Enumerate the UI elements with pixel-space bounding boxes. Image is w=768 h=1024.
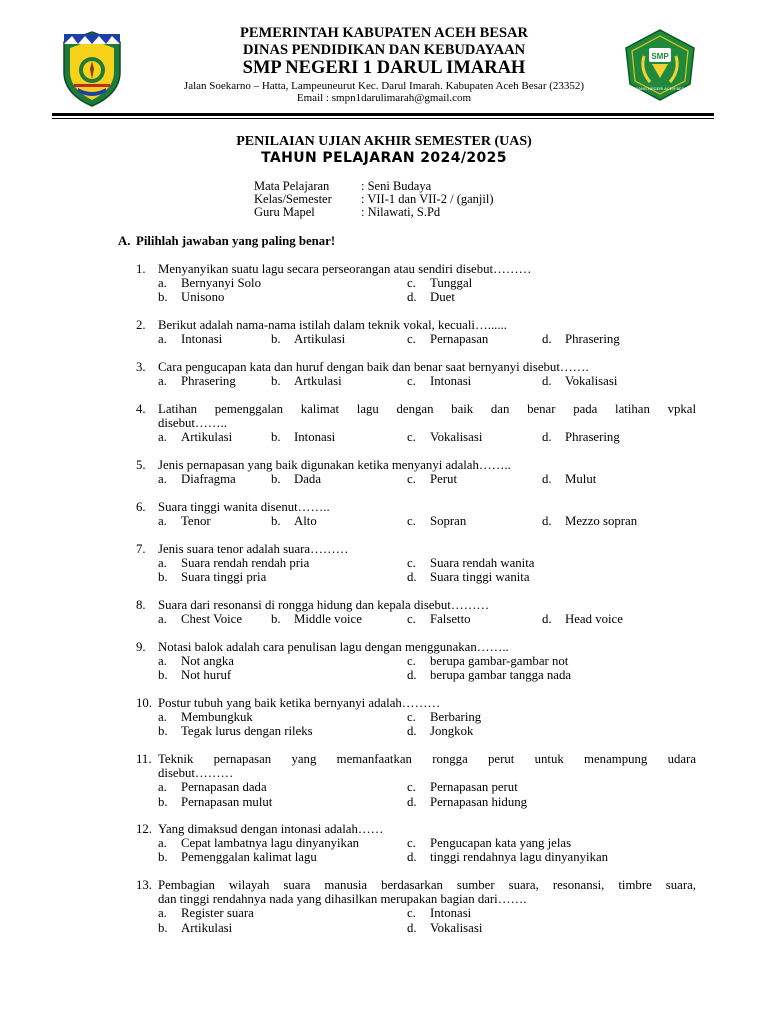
option-letter: a. bbox=[158, 906, 167, 921]
answer-option bbox=[542, 430, 620, 444]
info-value: : VII-1 dan VII-2 / (ganjil) bbox=[361, 192, 494, 206]
question-text: Berikut adalah nama-nama istilah dalam teknik vokal, kecuali…...... bbox=[158, 318, 507, 332]
option-letter: a. bbox=[158, 374, 167, 389]
option-text: Vokalisasi bbox=[430, 920, 483, 935]
option-text: Mulut bbox=[565, 472, 597, 487]
option-letter: a. bbox=[158, 654, 167, 669]
option-text: Suara tinggi pria bbox=[181, 570, 267, 585]
school-email: Email : smpn1darulimarah@gmail.com bbox=[296, 91, 472, 104]
option-text: Pemenggalan kalimat lagu bbox=[181, 850, 317, 865]
question bbox=[136, 598, 696, 626]
option-letter: d. bbox=[542, 612, 552, 627]
option-text: Pernapasan mulut bbox=[181, 794, 273, 809]
option-letter: c. bbox=[407, 514, 416, 529]
question bbox=[136, 500, 696, 528]
option-letter: d. bbox=[542, 514, 552, 529]
option-letter: c. bbox=[407, 472, 416, 487]
answer-option bbox=[407, 290, 455, 304]
answer-option bbox=[542, 612, 623, 626]
answer-option bbox=[158, 654, 234, 668]
option-text: Sopran bbox=[430, 514, 467, 529]
question-number: 12. bbox=[136, 822, 152, 836]
option-letter: a. bbox=[158, 514, 167, 529]
option-text: Alto bbox=[294, 514, 317, 529]
option-text: Artkulasi bbox=[294, 374, 342, 389]
answer-option bbox=[158, 472, 236, 486]
option-letter: c. bbox=[407, 332, 416, 347]
option-letter: c. bbox=[407, 276, 416, 291]
answer-option bbox=[407, 430, 482, 444]
option-text: Intonasi bbox=[430, 374, 472, 389]
option-text: Vokalisasi bbox=[565, 374, 618, 389]
option-row bbox=[136, 654, 696, 668]
answer-option bbox=[407, 724, 473, 738]
department-name: DINAS PENDIDIKAN DAN KEBUDAYAAN bbox=[242, 41, 526, 58]
option-text: Unisono bbox=[181, 290, 225, 305]
info-label: Mata Pelajaran bbox=[254, 179, 330, 193]
option-row bbox=[136, 374, 696, 388]
question bbox=[136, 542, 696, 585]
option-letter: b. bbox=[158, 570, 168, 585]
option-text: Artikulasi bbox=[294, 332, 346, 347]
option-letter: c. bbox=[407, 780, 416, 795]
option-text: Pernapasan hidung bbox=[430, 794, 528, 809]
option-letter: b. bbox=[158, 850, 168, 865]
option-letter: b. bbox=[158, 794, 168, 809]
answer-option bbox=[158, 780, 267, 794]
option-text: Suara tinggi wanita bbox=[430, 570, 530, 585]
option-text: Pengucapan kata yang jelas bbox=[430, 836, 572, 851]
question bbox=[136, 262, 696, 305]
question-number: 11. bbox=[136, 752, 152, 766]
question bbox=[136, 878, 696, 935]
info-value: : Nilawati, S.Pd bbox=[361, 205, 441, 219]
option-letter: b. bbox=[158, 724, 168, 739]
answer-option bbox=[158, 836, 359, 850]
question-text: Jenis suara tenor adalah suara……… bbox=[158, 542, 349, 556]
option-letter: a. bbox=[158, 472, 167, 487]
option-letter: a. bbox=[158, 780, 167, 795]
option-row bbox=[136, 836, 696, 850]
answer-option bbox=[158, 906, 254, 920]
question-text: Pembagian wilayah suara manusia berdasarkan sumber suara, resonansi, timbre suara, bbox=[158, 878, 696, 892]
exam-title: PENILAIAN UJIAN AKHIR SEMESTER (UAS) bbox=[236, 134, 532, 149]
option-text: Cepat lambatnya lagu dinyanyikan bbox=[181, 836, 360, 851]
option-letter: c. bbox=[407, 374, 416, 389]
option-text: Berbaring bbox=[430, 710, 482, 725]
answer-option bbox=[158, 556, 309, 570]
option-letter: d. bbox=[407, 850, 417, 865]
option-text: Phrasering bbox=[565, 430, 620, 445]
option-text: Tegak lurus dengan rileks bbox=[181, 724, 313, 739]
answer-option bbox=[542, 472, 596, 486]
answer-option bbox=[158, 332, 222, 346]
option-letter: b. bbox=[158, 668, 168, 683]
option-letter: a. bbox=[158, 556, 167, 571]
answer-option bbox=[158, 570, 266, 584]
option-row bbox=[136, 570, 696, 584]
answer-option bbox=[158, 710, 253, 724]
option-text: Phrasering bbox=[565, 332, 620, 347]
answer-option bbox=[407, 850, 608, 864]
option-text: Pernapasan perut bbox=[430, 780, 518, 795]
option-text: Not angka bbox=[181, 654, 234, 669]
answer-option bbox=[542, 332, 620, 346]
answer-option bbox=[158, 668, 231, 682]
answer-option bbox=[407, 710, 481, 724]
option-row bbox=[136, 710, 696, 724]
option-letter: a. bbox=[158, 276, 167, 291]
answer-option bbox=[407, 780, 518, 794]
option-row bbox=[136, 332, 696, 346]
answer-option bbox=[542, 374, 617, 388]
option-text: Suara rendah rendah pria bbox=[181, 556, 310, 571]
option-letter: b. bbox=[271, 430, 281, 445]
option-text: Diafragma bbox=[181, 472, 236, 487]
option-letter: c. bbox=[407, 612, 416, 627]
option-text: Not huruf bbox=[181, 668, 232, 683]
government-name: PEMERINTAH KABUPATEN ACEH BESAR bbox=[239, 25, 529, 41]
answer-option bbox=[158, 795, 272, 809]
question-number: 13. bbox=[136, 878, 152, 892]
question bbox=[136, 822, 696, 865]
question-number: 6. bbox=[136, 500, 146, 514]
option-letter: b. bbox=[271, 332, 281, 347]
option-text: Artikulasi bbox=[181, 920, 233, 935]
option-row bbox=[136, 921, 696, 935]
question-text: Latihan pemenggalan kalimat lagu dengan baik dan benar pada latihan vpkal bbox=[158, 402, 696, 416]
answer-option bbox=[407, 668, 571, 682]
question-text: Menyanyikan suatu lagu secara perseorangan atau sendiri disebut……… bbox=[158, 262, 532, 276]
logo-bottom-text: CABANG NEGERI ACEH BESAR bbox=[629, 86, 691, 91]
question-text: Teknik pernapasan yang memanfaatkan rongga perut untuk menampung udara bbox=[158, 752, 696, 766]
option-letter: a. bbox=[158, 612, 167, 627]
answer-option bbox=[407, 472, 457, 486]
info-label: Kelas/Semester bbox=[254, 192, 332, 206]
question-text: Suara dari resonansi di rongga hidung dan kepala disebut……… bbox=[158, 598, 490, 612]
answer-option bbox=[407, 570, 530, 584]
option-text: Perut bbox=[430, 472, 458, 487]
question bbox=[136, 752, 696, 809]
option-letter: c. bbox=[407, 906, 416, 921]
question-text: Cara pengucapan kata dan huruf dengan baik dan benar saat bernyanyi disebut……. bbox=[158, 360, 589, 374]
option-letter: d. bbox=[542, 472, 552, 487]
option-text: Dada bbox=[294, 472, 321, 487]
answer-option bbox=[271, 472, 321, 486]
question-text: Notasi balok adalah cara penulisan lagu dengan menggunakan…….. bbox=[158, 640, 509, 654]
option-text: Jongkok bbox=[430, 724, 474, 739]
question-text: Yang dimaksud dengan intonasi adalah…… bbox=[158, 822, 384, 836]
question bbox=[136, 640, 696, 683]
question-number: 3. bbox=[136, 360, 146, 374]
question bbox=[136, 360, 696, 388]
option-row bbox=[136, 906, 696, 920]
option-text: Vokalisasi bbox=[430, 430, 483, 445]
answer-option bbox=[407, 654, 568, 668]
option-text: Falsetto bbox=[430, 612, 471, 627]
option-letter: a. bbox=[158, 710, 167, 725]
option-letter: d. bbox=[407, 290, 417, 305]
question-number: 2. bbox=[136, 318, 146, 332]
answer-option bbox=[158, 850, 317, 864]
option-letter: b. bbox=[158, 920, 168, 935]
option-letter: b. bbox=[158, 290, 168, 305]
question-text: Suara tinggi wanita disenut…….. bbox=[158, 500, 330, 514]
option-text: berupa gambar tangga nada bbox=[430, 668, 572, 683]
answer-option bbox=[407, 795, 527, 809]
option-row bbox=[136, 668, 696, 682]
smp-school-logo-icon bbox=[622, 28, 698, 102]
answer-option bbox=[407, 556, 534, 570]
school-address: Jalan Soekarno – Hatta, Lampeuneurut Kec. Darul Imarah. Kabupaten Aceh Besar (23352) bbox=[183, 79, 585, 92]
option-text: tinggi rendahnya lagu dinyanyikan bbox=[430, 850, 609, 865]
option-letter: d. bbox=[407, 794, 417, 809]
letterhead-divider-thick bbox=[52, 113, 714, 116]
option-text: Register suara bbox=[181, 906, 254, 921]
option-text: berupa gambar-gambar not bbox=[430, 654, 569, 669]
answer-option bbox=[407, 836, 571, 850]
answer-option bbox=[542, 514, 637, 528]
option-row bbox=[136, 472, 696, 486]
answer-option bbox=[271, 612, 362, 626]
question-number: 5. bbox=[136, 458, 146, 472]
answer-option bbox=[158, 514, 211, 528]
option-letter: b. bbox=[271, 514, 281, 529]
option-text: Pernapasan bbox=[430, 332, 489, 347]
info-label: Guru Mapel bbox=[254, 205, 315, 219]
option-text: Intonasi bbox=[430, 906, 472, 921]
option-letter: a. bbox=[158, 430, 167, 445]
option-text: Tunggal bbox=[430, 276, 473, 291]
option-letter: b. bbox=[271, 612, 281, 627]
option-letter: d. bbox=[542, 332, 552, 347]
answer-option bbox=[158, 290, 224, 304]
question bbox=[136, 318, 696, 346]
answer-option bbox=[158, 374, 236, 388]
letterhead bbox=[0, 20, 768, 112]
option-text: Intonasi bbox=[294, 430, 336, 445]
answer-option bbox=[158, 430, 232, 444]
answer-option bbox=[271, 430, 335, 444]
answer-option bbox=[271, 332, 345, 346]
option-row bbox=[136, 430, 696, 444]
question bbox=[136, 458, 696, 486]
option-row bbox=[136, 724, 696, 738]
letterhead-divider-thin bbox=[52, 118, 714, 119]
question-number: 10. bbox=[136, 696, 152, 710]
option-text: Membungkuk bbox=[181, 710, 253, 725]
option-row bbox=[136, 290, 696, 304]
question-number: 1. bbox=[136, 262, 146, 276]
section-number: A. bbox=[118, 234, 131, 248]
option-row bbox=[136, 612, 696, 626]
option-letter: d. bbox=[407, 570, 417, 585]
option-letter: b. bbox=[271, 374, 281, 389]
option-row bbox=[136, 276, 696, 290]
question bbox=[136, 402, 696, 445]
question-number: 8. bbox=[136, 598, 146, 612]
answer-option bbox=[158, 276, 261, 290]
option-text: Intonasi bbox=[181, 332, 223, 347]
option-letter: a. bbox=[158, 332, 167, 347]
question-number: 7. bbox=[136, 542, 146, 556]
option-letter: c. bbox=[407, 430, 416, 445]
question-text: Postur tubuh yang baik ketika bernyanyi adalah……… bbox=[158, 696, 441, 710]
section-heading bbox=[118, 234, 335, 249]
option-text: Phrasering bbox=[181, 374, 236, 389]
option-letter: c. bbox=[407, 710, 416, 725]
option-letter: c. bbox=[407, 654, 416, 669]
option-letter: b. bbox=[271, 472, 281, 487]
answer-option bbox=[158, 612, 242, 626]
question-number: 4. bbox=[136, 402, 146, 416]
option-text: Mezzo sopran bbox=[565, 514, 638, 529]
exam-year: TAHUN PELAJARAN 2024/2025 bbox=[261, 150, 507, 166]
answer-option bbox=[271, 514, 317, 528]
option-text: Bernyanyi Solo bbox=[181, 276, 261, 291]
question bbox=[136, 696, 696, 739]
question-number: 9. bbox=[136, 640, 146, 654]
option-letter: d. bbox=[407, 920, 417, 935]
option-letter: d. bbox=[407, 668, 417, 683]
option-letter: a. bbox=[158, 836, 167, 851]
option-row bbox=[136, 514, 696, 528]
question-text-continued: dan tinggi rendahnya nada yang dihasilkan merupakan bagian dari……. bbox=[158, 892, 527, 907]
option-letter: d. bbox=[542, 430, 552, 445]
question-text-continued: disebut…….. bbox=[158, 416, 227, 431]
option-text: Middle voice bbox=[294, 612, 362, 627]
answer-option bbox=[407, 612, 471, 626]
question-text-continued: disebut……… bbox=[158, 766, 234, 781]
option-letter: c. bbox=[407, 556, 416, 571]
section-title: Pilihlah jawaban yang paling benar! bbox=[136, 234, 336, 248]
option-text: Chest Voice bbox=[181, 612, 243, 627]
info-value: : Seni Budaya bbox=[361, 179, 432, 193]
option-text: Artikulasi bbox=[181, 430, 233, 445]
logo-top-text: SMP bbox=[651, 52, 669, 61]
answer-option bbox=[158, 921, 232, 935]
option-text: Head voice bbox=[565, 612, 623, 627]
answer-option bbox=[407, 921, 482, 935]
option-text: Tenor bbox=[181, 514, 211, 529]
option-letter: d. bbox=[542, 374, 552, 389]
option-letter: d. bbox=[407, 724, 417, 739]
answer-option bbox=[407, 374, 471, 388]
option-row bbox=[136, 780, 696, 794]
option-row bbox=[136, 850, 696, 864]
option-row bbox=[136, 556, 696, 570]
option-row bbox=[136, 795, 696, 809]
answer-option bbox=[271, 374, 342, 388]
option-text: Pernapasan dada bbox=[181, 780, 267, 795]
answer-option bbox=[407, 906, 471, 920]
answer-option bbox=[407, 514, 466, 528]
answer-option bbox=[407, 276, 472, 290]
question-text: Jenis pernapasan yang baik digunakan ketika menyanyi adalah…….. bbox=[158, 458, 511, 472]
answer-option bbox=[158, 724, 313, 738]
option-text: Duet bbox=[430, 290, 455, 305]
option-letter: c. bbox=[407, 836, 416, 851]
answer-option bbox=[407, 332, 488, 346]
option-text: Suara rendah wanita bbox=[430, 556, 535, 571]
school-name: SMP NEGERI 1 DARUL IMARAH bbox=[242, 58, 526, 78]
